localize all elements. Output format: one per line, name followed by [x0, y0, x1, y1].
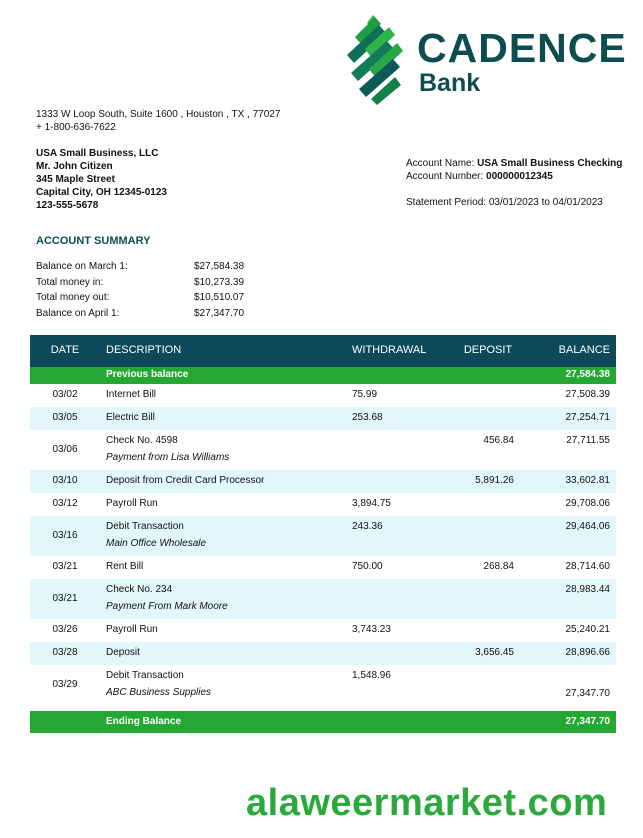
summary-value: $27,347.70 — [194, 307, 245, 319]
row-deposit: 456.84 — [483, 435, 514, 446]
row-withdrawal: 3,894.75 — [352, 498, 391, 509]
row-deposit: 3,656.45 — [475, 647, 514, 658]
row-date: 03/28 — [52, 647, 78, 658]
summary-label: Total money out: — [36, 292, 110, 303]
watermark-text: alaweermarket.com — [246, 782, 608, 824]
summary-value: $10,510.07 — [194, 292, 245, 303]
row-deposit: 5,891.26 — [475, 475, 514, 486]
row-subdescription: Payment from Lisa Williams — [106, 452, 230, 463]
summary-label: Balance on April 1: — [36, 307, 120, 319]
account-number-value: 000000012345 — [486, 171, 553, 182]
summary-row — [36, 306, 244, 322]
table-row — [30, 384, 616, 407]
row-balance: 29,464.06 — [565, 521, 610, 532]
header-balance: BALANCE — [558, 344, 610, 356]
account-name-value: USA Small Business Checking — [477, 158, 623, 169]
account-info-block — [406, 157, 622, 183]
previous-balance-value: 27,584.38 — [565, 369, 610, 380]
row-date: 03/21 — [52, 593, 78, 604]
table-row — [30, 470, 616, 493]
table-row — [30, 642, 616, 665]
customer-street: 345 Maple Street — [36, 174, 115, 185]
previous-balance-label: Previous balance — [106, 369, 189, 380]
table-row — [30, 516, 616, 556]
row-date: 03/12 — [52, 498, 78, 509]
header-deposit: DEPOSIT — [463, 344, 513, 356]
bank-address: 1333 W Loop South, Suite 1600 , Houston , TX , 77027 — [36, 109, 281, 120]
table-row — [30, 579, 616, 619]
customer-phone: 123-555-5678 — [36, 200, 99, 211]
summary-label: Balance on March 1: — [36, 261, 128, 272]
row-withdrawal: 750.00 — [352, 561, 383, 572]
row-balance: 25,240.21 — [565, 624, 610, 635]
row-withdrawal: 1,548.96 — [352, 670, 391, 681]
customer-city: Capital City, OH 12345-0123 — [36, 187, 167, 198]
row-description: Check No. 4598 — [106, 435, 178, 446]
row-date: 03/02 — [52, 389, 78, 400]
row-description: Deposit from Credit Card Processor — [106, 475, 265, 486]
row-date: 03/05 — [52, 412, 78, 423]
header-date: DATE — [50, 344, 80, 356]
summary-value: $27,584.38 — [194, 261, 245, 272]
row-withdrawal: 3,743.23 — [352, 624, 391, 635]
row-balance: 27,347.70 — [565, 688, 610, 699]
table-row — [30, 556, 616, 579]
summary-label: Total money in: — [36, 276, 104, 288]
ending-balance-value: 27,347.70 — [565, 716, 610, 727]
bank-address-block — [36, 108, 280, 134]
row-description: Debit Transaction — [106, 670, 184, 681]
table-row — [30, 665, 616, 705]
summary-row — [36, 275, 244, 291]
statement-period: Statement Period: 03/01/2023 to 04/01/2023 — [406, 197, 603, 208]
row-date: 03/29 — [52, 679, 78, 690]
row-balance: 28,714.60 — [565, 561, 610, 572]
row-subdescription: ABC Business Supplies — [106, 687, 212, 698]
customer-name: Mr. John Citizen — [36, 161, 113, 172]
header-description: DESCRIPTION — [106, 344, 182, 356]
table-header — [30, 335, 616, 367]
row-deposit: 268.84 — [483, 561, 514, 572]
account-number-label: Account Number: — [406, 171, 484, 182]
customer-company: USA Small Business, LLC — [36, 148, 159, 159]
header-withdrawal: WITHDRAWAL — [352, 344, 427, 356]
transaction-rows — [30, 384, 616, 705]
row-subdescription: Main Office Wholesale — [106, 538, 207, 549]
row-withdrawal: 253.68 — [352, 412, 383, 423]
row-balance: 27,508.39 — [565, 389, 610, 400]
row-withdrawal: 75.99 — [352, 389, 378, 400]
row-balance: 27,254.71 — [565, 412, 610, 423]
row-date: 03/16 — [52, 530, 78, 541]
bank-logo-subname: Bank — [419, 69, 481, 97]
row-withdrawal: 243.36 — [352, 521, 383, 532]
table-row — [30, 430, 616, 470]
row-description: Payroll Run — [106, 624, 158, 635]
row-description: Internet Bill — [106, 389, 157, 400]
summary-value: $10,273.39 — [194, 276, 245, 288]
table-row — [30, 407, 616, 430]
row-description: Check No. 234 — [106, 584, 173, 595]
row-description: Debit Transaction — [106, 521, 184, 532]
row-balance: 28,983.44 — [565, 584, 610, 595]
bank-logo-name: CADENCE — [417, 25, 627, 71]
customer-address-block — [36, 147, 167, 212]
account-summary-title: ACCOUNT SUMMARY — [36, 235, 151, 247]
row-balance: 27,711.55 — [566, 435, 610, 446]
row-subdescription: Payment From Mark Moore — [106, 601, 228, 612]
row-description: Electric Bill — [106, 412, 155, 423]
row-description: Deposit — [106, 647, 140, 658]
row-date: 03/21 — [52, 561, 78, 572]
account-name-label: Account Name: — [406, 158, 475, 169]
table-row — [30, 619, 616, 642]
row-description: Payroll Run — [106, 498, 158, 509]
summary-row — [36, 259, 244, 275]
summary-row — [36, 290, 244, 306]
row-date: 03/06 — [52, 444, 78, 455]
cadence-logo-icon — [345, 15, 405, 105]
bank-phone: + 1-800-636-7622 — [36, 122, 116, 133]
transactions-table — [30, 335, 616, 733]
row-description: Rent Bill — [106, 561, 144, 572]
row-balance: 29,708.06 — [565, 498, 610, 509]
row-balance: 28,896.66 — [565, 647, 610, 658]
previous-balance-row — [30, 367, 616, 384]
row-date: 03/10 — [52, 475, 78, 486]
row-balance: 33,602.81 — [565, 475, 610, 486]
ending-balance-row — [30, 711, 616, 733]
account-summary — [36, 259, 244, 321]
ending-balance-label: Ending Balance — [106, 716, 182, 727]
table-row — [30, 493, 616, 516]
row-date: 03/26 — [52, 624, 78, 635]
